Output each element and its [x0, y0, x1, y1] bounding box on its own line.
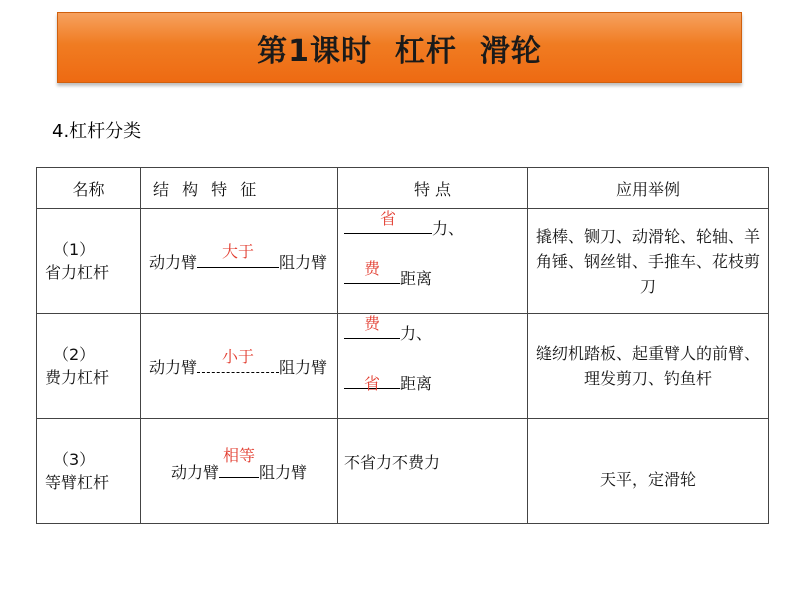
feature-text: 不省力不费力: [344, 452, 441, 472]
structure-cell: [141, 314, 338, 419]
row-index: （3）: [53, 450, 96, 469]
feature-cell: [338, 314, 528, 419]
lever-name-cell: [37, 314, 141, 419]
feature-line-1: [344, 209, 465, 239]
lesson-title: 第1课时 杠杆 滑轮: [257, 33, 542, 69]
feature-cell: [338, 209, 528, 314]
feature-answer-1: 费: [363, 314, 380, 333]
examples-cell: 撬棒、铡刀、动滑轮、轮轴、羊角锤、钢丝钳、手推车、花枝剪刀: [528, 209, 769, 314]
structure-suffix: 阻力臂: [259, 462, 308, 482]
examples-text: 天平，定滑轮: [599, 469, 696, 489]
feature-suffix-1: 力、: [432, 219, 465, 238]
structure-answer: 大于: [222, 241, 255, 261]
structure-suffix: 阻力臂: [279, 252, 328, 272]
feature-line-2: [344, 370, 432, 394]
structure-answer: 相等: [222, 445, 255, 465]
feature-line-2: [344, 259, 433, 289]
examples-cell: [528, 419, 769, 524]
structure-blank: [197, 241, 279, 268]
table-row: [37, 209, 769, 314]
structure-blank: [197, 346, 279, 373]
structure-suffix: 阻力臂: [279, 357, 328, 377]
lever-name: 费力杠杆: [45, 368, 110, 387]
lever-name-cell: [37, 419, 141, 524]
feature-blank-1: [344, 209, 432, 234]
feature-blank-2: [344, 259, 400, 284]
feature-answer-2: 省: [363, 374, 380, 393]
row-index: （2）: [53, 345, 96, 364]
header-structure: 结 构 特 征: [141, 168, 338, 209]
title-banner: [57, 12, 742, 83]
section-heading: 4.杠杆分类: [52, 121, 142, 142]
lever-classification-table: [36, 167, 769, 524]
structure-prefix: 动力臂: [149, 252, 198, 272]
feature-suffix-2: 距离: [400, 269, 433, 288]
structure-cell: [141, 419, 338, 524]
feature-answer-1: 省: [379, 209, 396, 228]
table-row: [37, 314, 769, 419]
feature-line-1: [344, 314, 433, 344]
lever-name: 省力杠杆: [45, 263, 110, 282]
structure-prefix: 动力臂: [149, 357, 198, 377]
table-header-row: [37, 168, 769, 209]
examples-cell: 缝纫机踏板、起重臂人的前臂、理发剪刀、钓鱼杆: [528, 314, 769, 419]
feature-suffix-2: 距离: [400, 374, 433, 393]
lever-name-cell: [37, 209, 141, 314]
header-examples: 应用举例: [528, 168, 769, 209]
header-name: 名称: [37, 168, 141, 209]
feature-answer-2: 费: [363, 259, 380, 278]
structure-answer: 小于: [222, 346, 255, 366]
feature-suffix-1: 力、: [400, 324, 433, 343]
feature-blank-1: [344, 314, 400, 339]
row-index: （1）: [53, 240, 96, 259]
feature-blank-2: [344, 370, 400, 393]
header-feature: 特 点: [338, 168, 528, 209]
lever-name: 等臂杠杆: [45, 473, 110, 492]
structure-blank: [219, 445, 259, 478]
structure-cell: [141, 209, 338, 314]
feature-cell: [338, 419, 528, 524]
table-row: [37, 419, 769, 524]
structure-prefix: 动力臂: [170, 462, 219, 482]
